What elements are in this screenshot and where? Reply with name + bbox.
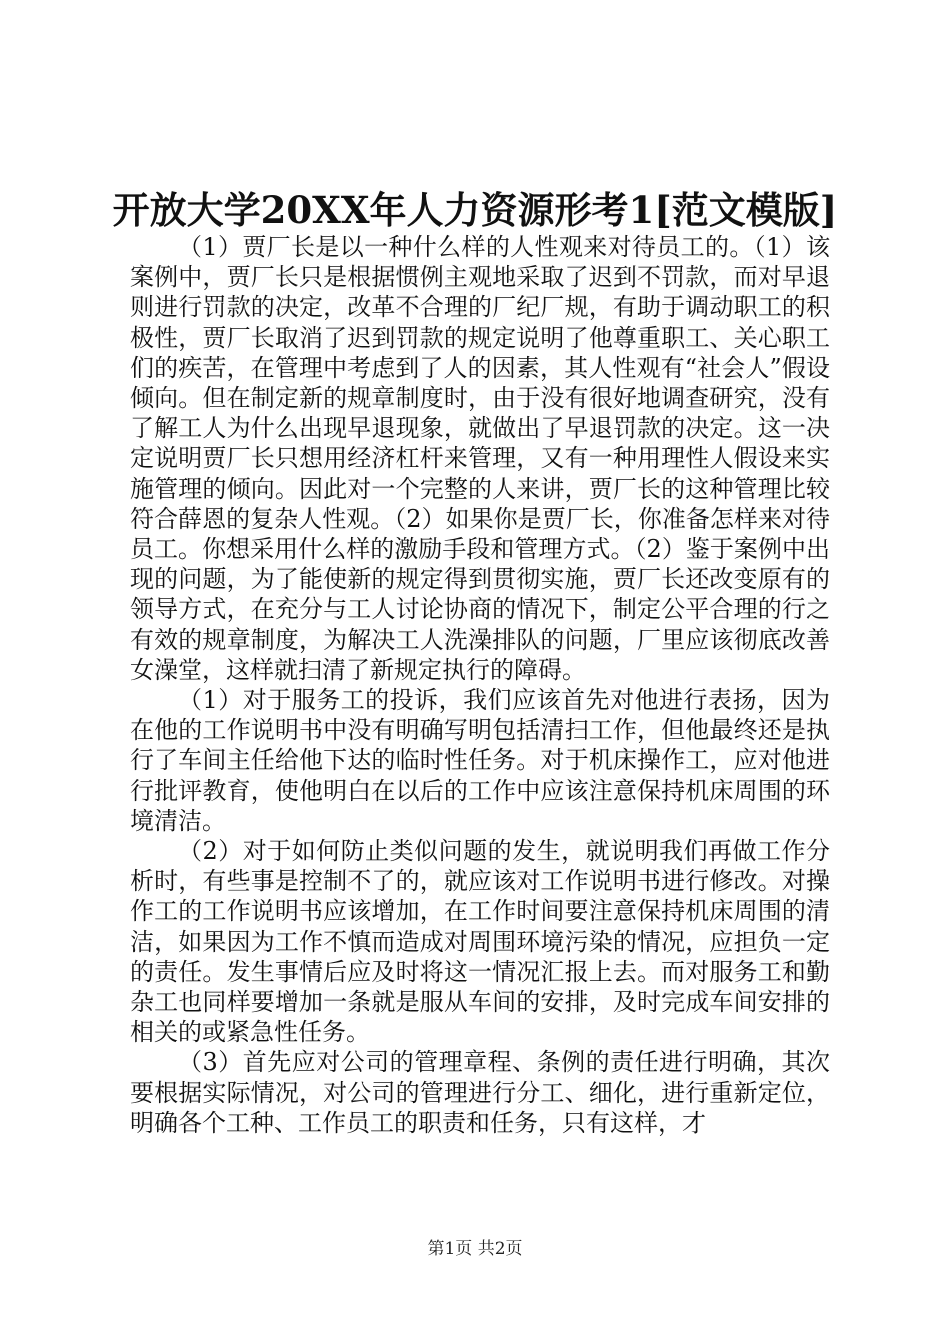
document-body	[130, 232, 830, 1138]
paragraph-4: （3）首先应对公司的管理章程、条例的责任进行明确，其次要根据实际情况，对公司的管理进行分工、细化，进行重新定位，明确各个工种、工作员工的职责和任务，只有这样，才	[130, 1048, 830, 1137]
paragraph-3: （2）对于如何防止类似问题的发生，就说明我们再做工作分析时，有些事是控制不了的，就应该对工作说明书进行修改。对操作工的工作说明书应该增加，在工作时间要注意保持机床周围的清洁，如果因为工作不慎而造成对周围环境污染的情况，应担负一定的责任。发生事情后应及时将这一情况汇报上去。而对服务工和勤杂工也同样要增加一条就是服从车间的安排，及时完成车间安排的相关的或紧急性任务。	[130, 837, 830, 1047]
paragraph-2: （1）对于服务工的投诉，我们应该首先对他进行表扬，因为在他的工作说明书中没有明确写明包括清扫工作，但他最终还是执行了车间主任给他下达的临时性任务。对于机床操作工，应对他进行批评教育，使他明白在以后的工作中应该注意保持机床周围的环境清洁。	[130, 686, 830, 835]
page-number-footer: 第1页 共2页	[427, 1239, 523, 1259]
paragraph-1: （1）贾厂长是以一种什么样的人性观来对待员工的。（1）该案例中，贾厂长只是根据惯例主观地采取了迟到不罚款，而对早退则进行罚款的决定，改革不合理的厂纪厂规，有助于调动职工的积极性，贾厂长取消了迟到罚款的规定说明了他尊重职工、关心职工们的疾苦，在管理中考虑到了人的因素，其人性观有“社会人”假设倾向。但在制定新的规章制度时，由于没有很好地调查研究，没有了解工人为什么出现早退现象，就做出了早退罚款的决定。这一决定说明贾厂长只想用经济杠杆来管理，又有一种用理性人假设来实施管理的倾向。因此对一个完整的人来讲，贾厂长的这种管理比较符合薛恩的复杂人性观。（2）如果你是贾厂长，你准备怎样来对待员工。你想采用什么样的激励手段和管理方式。（2）鉴于案例中出现的问题，为了能使新的规定得到贯彻实施，贾厂长还改变原有的领导方式，在充分与工人讨论协商的情况下，制定公平合理的行之有效的规章制度，为解决工人洗澡排队的问题，厂里应该彻底改善女澡堂，这样就扫清了新规定执行的障碍。	[130, 233, 830, 684]
document-title: 开放大学20XX年人力资源形考1[范文模版]	[112, 188, 838, 232]
